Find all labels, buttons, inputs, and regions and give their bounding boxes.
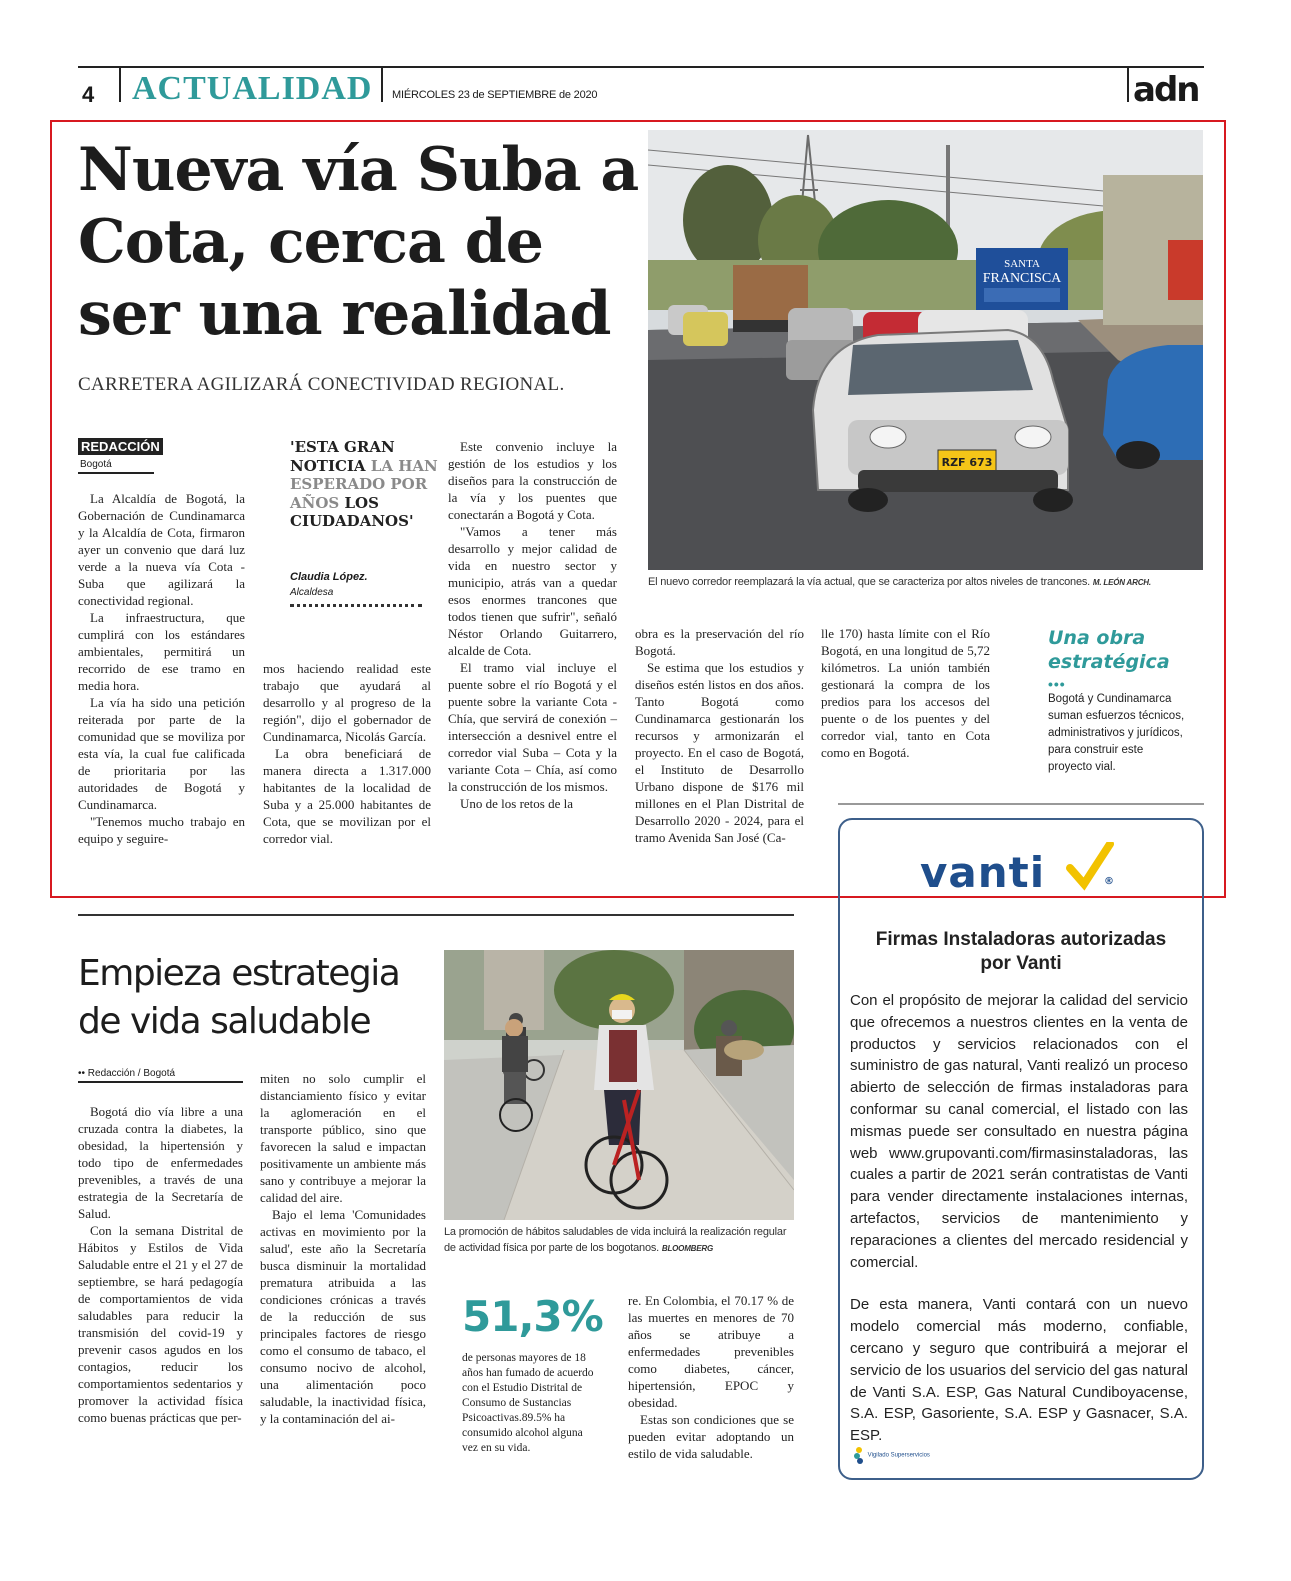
section-title: ACTUALIDAD	[132, 70, 373, 107]
sign-text: FRANCISCA	[982, 271, 1062, 286]
main-column-3	[448, 438, 617, 812]
cyclist-photo-caption	[444, 1224, 794, 1257]
main-column-4	[635, 625, 804, 846]
paragraph: Estas son condiciones que se pueden evitar adoptando un estilo de vida saludable.	[628, 1412, 794, 1461]
paragraph: La Alcaldía de Bogotá, la Gobernación de Cundinamarca y la Alcaldía de Cota, firmaron ayer un convenio que dará luz verde a la nueva vía Cota - Suba que agilizará la conectividad regional.	[78, 491, 245, 608]
main-photo-caption	[648, 576, 1151, 588]
cyclists-photo	[444, 950, 794, 1220]
second-column-4	[628, 1292, 794, 1462]
byline-rule	[78, 1081, 243, 1083]
license-plate: RZF 673	[941, 456, 993, 469]
caption-text: La promoción de hábitos saludables de vida incluirá la realización regular de actividad física por parte de los bogotanos.	[444, 1226, 787, 1254]
main-column-2	[263, 660, 431, 847]
paragraph: Se estima que los estudios y diseños estén listos en dos años. Tanto Bogotá como Cundinamarca gestionarán los recursos y armonizarán el proyecto. En el caso de Bogotá, el Instituto de Desarrollo Urbano dispone de $176 mil millones en el Plan Distrital de Desarrollo 2020 - 2024, para el tramo Avenida San José (Ca-	[635, 660, 804, 845]
second-column-1	[78, 1103, 243, 1426]
sidebar-text: Bogotá y Cundinamarca suman esfuerzos técnicos, administrativos y jurídicos, para construir este proyecto vial.	[1048, 693, 1185, 773]
brand-logo[interactable]: adn	[1133, 70, 1199, 110]
header-divider	[1127, 68, 1129, 102]
sidebar-dots: •••	[1048, 676, 1066, 692]
sidebar-rule	[838, 803, 1204, 805]
ad-paragraph: De esta manera, Vanti contará con un nuevo modelo comercial más moderno, confiable, cercano y seguro que contribuirá a mejorar el servicio de los usuarios del servicio del gas natural de Vanti S.A. ESP, Gas Natural Cundiboyacense, S.A. ESP, Gasoriente, S.A. ESP y Gasnacer, S.A. ESP.	[850, 1296, 1188, 1445]
second-byline: •• Redacción / Bogotá	[78, 1068, 176, 1079]
byline-city: Bogotá	[80, 459, 112, 470]
cyclist-photo	[444, 950, 794, 1220]
paragraph: re. En Colombia, el 70.17 % de las muertes en menores de 70 años se atribuye a enfermedades prevenibles como diabetes, cáncer, hipertensión, EPOC y obesidad.	[628, 1293, 794, 1410]
vanti-logo-text: vanti	[920, 848, 1046, 897]
pull-quote	[290, 438, 440, 531]
paragraph: "Tenemos mucho trabajo en equipo y seguire-	[78, 814, 245, 846]
paragraph: Uno de los retos de la	[460, 796, 574, 811]
header-rule	[78, 66, 1204, 68]
ad-paragraph: Con el propósito de mejorar la calidad del servicio que ofrecemos a nuestros clientes en la venta de productos y servicios relacionados con el suministro de gas natural, Vanti realizó un proceso abierto de selección de firmas instaladoras para conformar su canal comercial, el listado con las mismas puede ser consultado en nuestra página web www.grupovanti.com/firmasinstaladoras, las cuales a partir de 2021 serán contratistas de Vanti para vender directamente instalaciones internas, artefactos, servicios de mantenimiento y reparaciones a clientes del mercado residencial y comercial.	[850, 992, 1188, 1271]
article-separator	[78, 914, 794, 916]
paragraph: La vía ha sido una petición reiterada por parte de la comunidad que se moviliza por esta vía, la cual fue calificada de prioritaria por las autoridades de Bogotá y Cundinamarca.	[78, 695, 245, 812]
paragraph: lle 170) hasta límite con el Río Bogotá, en una longitud de 5,72 kilómetros. La unión también gestionará la compra de los predios para los accesos del puente o de los puentes y del corredor vial, tanto en Cota como en Bogotá.	[821, 626, 990, 760]
registered-mark: ®	[1104, 876, 1115, 887]
paragraph: mos haciendo realidad este trabajo que ayudará al desarrollo y al progreso de la región", dijo el gobernador de Cundinamarca, Nicolás García.	[263, 661, 431, 744]
caption-text: El nuevo corredor reemplazará la vía actual, que se caracteriza por altos niveles de trancones.	[648, 576, 1091, 588]
dotted-rule	[290, 604, 422, 607]
pull-quote-author: Claudia López.	[290, 571, 368, 583]
ad-footer-text: Vigilado Superservicios	[867, 1452, 930, 1459]
vanti-logo[interactable]	[920, 848, 1115, 897]
stat-value: 51,3%	[462, 1292, 603, 1341]
paragraph: Bogotá dio vía libre a una cruzada contra la diabetes, la obesidad, la hipertensión y todo tipo de enfermedades prevenibles, a través de una estrategia de la Secretaría de Salud.	[78, 1104, 243, 1221]
header-divider	[381, 68, 383, 102]
photo-credit: BLOOMBERG	[661, 1244, 713, 1253]
photo-credit: M. LEÓN ARCH.	[1092, 578, 1151, 587]
main-headline: Nueva vía Suba a Cota, cerca de ser una realidad	[78, 135, 639, 349]
ad-footer	[852, 1446, 930, 1464]
main-column-5	[821, 625, 990, 761]
main-deck: CARRETERA AGILIZARÁ CONECTIVIDAD REGIONAL.	[78, 374, 565, 395]
ad-body	[850, 990, 1188, 1468]
paragraph: miten no solo cumplir el distanciamiento físico y evitar la aglomeración en el transporte público, sino que favorecen la salud e impactan positivamente un ambiente más sano y contribuye a mejorar la calidad del aire.	[260, 1071, 426, 1205]
paragraph: "Vamos a tener más desarrollo y mejor calidad de vida en nuestro sector y municipio, atrás van a quedar esos enormes trancones que todos tienen que sufrir", señaló Néstor Orlando Guitarrero, alcalde de Cota.	[448, 524, 617, 658]
pull-quote-part: 'ESTA GRAN NOTICIA	[290, 438, 395, 475]
paragraph: Este convenio incluye la gestión de los estudios y los diseños para la construcción de la vía y los puentes que conectarán a Bogotá y Cota.	[448, 439, 617, 522]
page-number: 4	[82, 82, 95, 107]
paragraph: Con la semana Distrital de Hábitos y Estilos de Vida Saludable entre el 21 y el 27 de septiembre, se hará pedagogía de comportamientos de vida saludables para reducir la transmisión del covid-19 y prevenir casos agudos en los contagios, reducir los comportamientos sedentarios y promover la actividad física como buenas prácticas que per-	[78, 1223, 243, 1425]
pull-quote-part: LOS CIUDADANOS'	[290, 493, 414, 530]
paragraph: La infraestructura, que cumplirá con los estándares ambientales, permitirá un recorrido de ese tramo en media hora.	[78, 610, 245, 693]
sidebar-title: Una obra estratégica	[1048, 627, 1170, 673]
paragraph: La obra beneficiará de manera directa a 1.317.000 habitantes de la localidad de Suba y a 25.000 habitantes de Cota, que se movilizan por el corredor vial.	[263, 746, 431, 846]
second-column-2	[260, 1070, 426, 1427]
paragraph: El tramo vial incluye el puente sobre el río Bogotá y el puente sobre la variante Cota - Chía, que servirá de conexión – intersección a desnivel entre el corredor vial Suba – Cota y la variante Cota – Chía, así como la construcción de los mismos.	[448, 660, 617, 794]
superservicios-icon	[852, 1446, 866, 1464]
main-column-1	[78, 490, 245, 847]
main-photo	[648, 130, 1203, 570]
ad-title: Firmas Instaladoras autorizadas por Vanti	[875, 929, 1167, 974]
issue-date: MIÉRCOLES 23 de SEPTIEMBRE de 2020	[392, 89, 598, 101]
byline-rule	[78, 472, 154, 474]
road-traffic-photo	[648, 130, 1203, 570]
stat-description: de personas mayores de 18 años han fumado de acuerdo con el Estudio Distrital de Consumo de Sustancias Psicoactivas.89.5% ha consumido alcohol alguna vez en su vida.	[462, 1352, 594, 1454]
header-divider	[119, 68, 121, 102]
byline: REDACCIÓN	[78, 438, 163, 455]
sign-text: SANTA	[1004, 258, 1040, 270]
pull-quote-role: Alcaldesa	[290, 587, 334, 598]
paragraph: Bajo el lema 'Comunidades activas en movimiento por la salud', este año la Secretaría busca disminuir la mortalidad prematura atribuida a las condiciones crónicas a través de la reducción de sus principales factores de riesgo como el consumo de tabaco, el consumo nocivo de alcohol, una alimentación poco saludable, la inactividad física, y la contaminación del ai-	[260, 1207, 426, 1426]
second-headline: Empieza estrategia de vida saludable	[78, 953, 400, 1042]
pull-quote-highlight: LA HAN ESPERADO POR AÑOS	[290, 456, 438, 512]
paragraph: obra es la preservación del río Bogotá.	[635, 626, 804, 658]
